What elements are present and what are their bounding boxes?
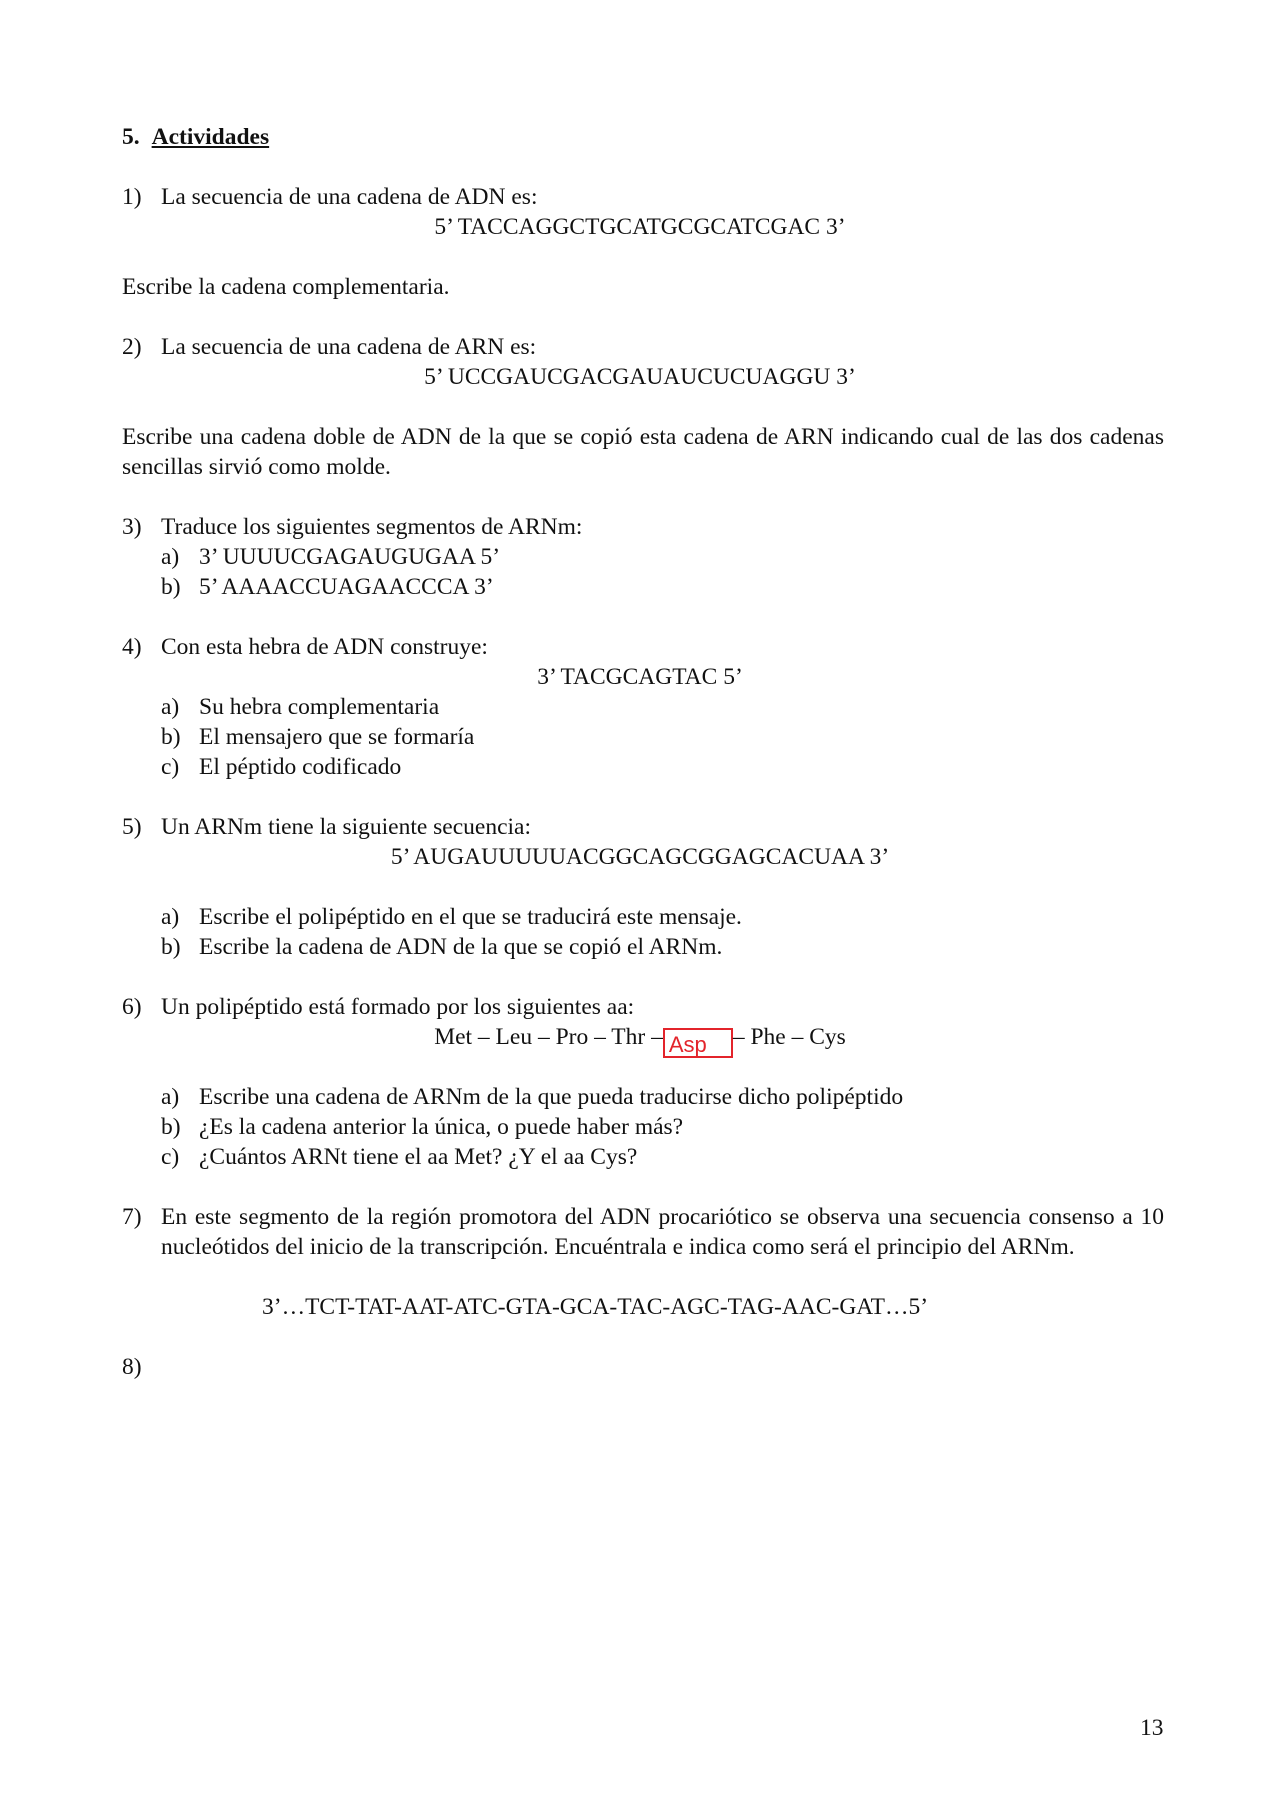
item-label: c)	[161, 754, 180, 780]
question-number: 4)	[122, 634, 142, 660]
item-label: b)	[161, 934, 181, 960]
peptide-sequence	[0, 1022, 1280, 1058]
question-text: Un polipéptido está formado por los siguientes aa:	[161, 994, 635, 1020]
item-text: ¿Es la cadena anterior la única, o puede haber más?	[199, 1114, 684, 1140]
question-number: 1)	[122, 184, 142, 210]
question-text: La secuencia de una cadena de ARN es:	[161, 334, 537, 360]
dna-sequence: 3’…TCT-TAT-AAT-ATC-GTA-GCA-TAC-AGC-TAG-AAC-GAT…5’	[262, 1294, 929, 1320]
peptide-before: Met – Leu – Pro – Thr –	[434, 1024, 663, 1050]
item-label: b)	[161, 1114, 181, 1140]
question-number: 2)	[122, 334, 142, 360]
question-number: 3)	[122, 514, 142, 540]
item-label: a)	[161, 544, 180, 570]
dna-sequence: 5’ TACCAGGCTGCATGCGCATCGAC 3’	[434, 214, 846, 240]
item-text: 5’ AAAACCUAGAACCCA 3’	[199, 574, 494, 600]
item-text: Escribe el polipéptido en el que se traducirá este mensaje.	[199, 904, 742, 930]
annotation-box: Asp	[663, 1028, 733, 1058]
section-heading	[122, 122, 269, 152]
question-number: 7)	[122, 1204, 142, 1230]
section-title: Actividades	[151, 124, 270, 150]
peptide-after: – Phe – Cys	[732, 1024, 846, 1050]
item-label: a)	[161, 694, 180, 720]
question-number: 6)	[122, 994, 142, 1020]
item-label: a)	[161, 904, 180, 930]
item-label: b)	[161, 574, 181, 600]
item-text: El mensajero que se formaría	[199, 724, 475, 750]
section-number: 5.	[122, 124, 140, 150]
question-number: 5)	[122, 814, 142, 840]
item-text: 3’ UUUUCGAGAUGUGAA 5’	[199, 544, 501, 570]
question-number: 8)	[122, 1354, 142, 1380]
question-text: Un ARNm tiene la siguiente secuencia:	[161, 814, 532, 840]
item-label: a)	[161, 1084, 180, 1110]
page-number: 13	[1140, 1715, 1164, 1741]
item-text: ¿Cuántos ARNt tiene el aa Met? ¿Y el aa Cys?	[199, 1144, 638, 1170]
item-text: Su hebra complementaria	[199, 694, 440, 720]
question-text: La secuencia de una cadena de ADN es:	[161, 184, 538, 210]
item-label: b)	[161, 724, 181, 750]
question-instruction: Escribe la cadena complementaria.	[122, 274, 450, 300]
question-text: Traduce los siguientes segmentos de ARNm:	[161, 514, 583, 540]
item-text: Escribe una cadena de ARNm de la que pueda traducirse dicho polipéptido	[199, 1084, 904, 1110]
item-text: Escribe la cadena de ADN de la que se copió el ARNm.	[199, 934, 723, 960]
item-text: El péptido codificado	[199, 754, 402, 780]
question-instruction: Escribe una cadena doble de ADN de la que se copió esta cadena de ARN indicando cual de las dos cadenas sencillas sirvió como molde.	[122, 424, 1164, 480]
question-text: Con esta hebra de ADN construye:	[161, 634, 488, 660]
question-text: En este segmento de la región promotora del ADN procariótico se observa una secuencia consenso a 10 nucleótidos del inicio de la transcripción. Encuéntrala e indica como será el principio del ARNm.	[161, 1204, 1164, 1260]
dna-sequence: 3’ TACGCAGTAC 5’	[537, 664, 743, 690]
mrna-sequence: 5’ AUGAUUUUUACGGCAGCGGAGCACUAA 3’	[390, 844, 890, 870]
rna-sequence: 5’ UCCGAUCGACGAUAUCUCUAGGU 3’	[424, 364, 856, 390]
item-label: c)	[161, 1144, 180, 1170]
